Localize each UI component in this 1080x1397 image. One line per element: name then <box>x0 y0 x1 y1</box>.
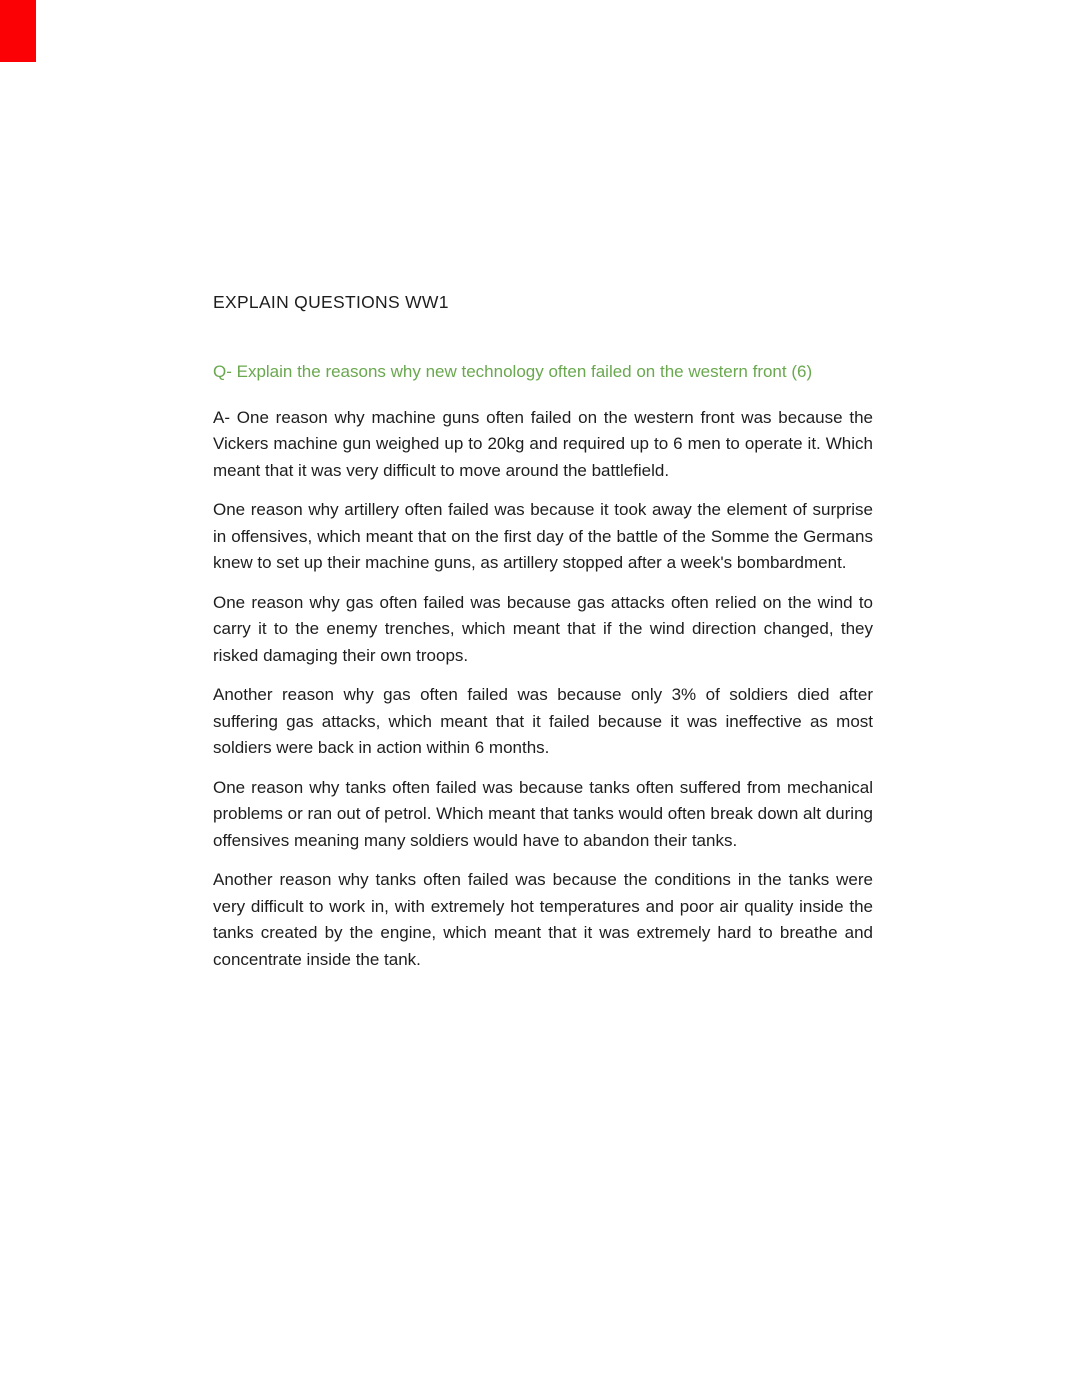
question-heading: Q- Explain the reasons why new technology often failed on the western front (6) <box>213 362 813 381</box>
document-body <box>213 292 873 973</box>
red-corner-marker <box>0 0 36 62</box>
paragraph-gas-wind: One reason why gas often failed was because gas attacks often relied on the wind to carry it to the enemy trenches, which meant that if the wind direction changed, they risked damaging their own troops. <box>213 592 873 665</box>
paragraph-machine-guns: A- One reason why machine guns often failed on the western front was because the Vickers machine gun weighed up to 20kg and required up to 6 men to operate it. Which meant that it was very difficult to move around the battlefield. <box>213 407 873 480</box>
paragraph-tanks-mechanical: One reason why tanks often failed was because tanks often suffered from mechanical problems or ran out of petrol. Which meant that tanks would often break down alt during offensives meaning many soldiers would have to abandon their tanks. <box>213 777 873 850</box>
page-title: EXPLAIN QUESTIONS WW1 <box>213 292 449 312</box>
paragraph-gas-casualties: Another reason why gas often failed was because only 3% of soldiers died after suffering gas attacks, which meant that it failed because it was ineffective as most soldiers were back in action within 6 months. <box>213 685 873 757</box>
paragraph-tanks-conditions: Another reason why tanks often failed was because the conditions in the tanks were very difficult to work in, with extremely hot temperatures and poor air quality inside the tanks created by the engine, which meant that it was extremely hard to breathe and concentrate inside the tank. <box>213 870 873 969</box>
paragraph-artillery: One reason why artillery often failed was because it took away the element of surprise in offensives, which meant that on the first day of the battle of the Somme the Germans knew to set up their machine guns, as artillery stopped after a week's bombardment. <box>213 500 873 572</box>
